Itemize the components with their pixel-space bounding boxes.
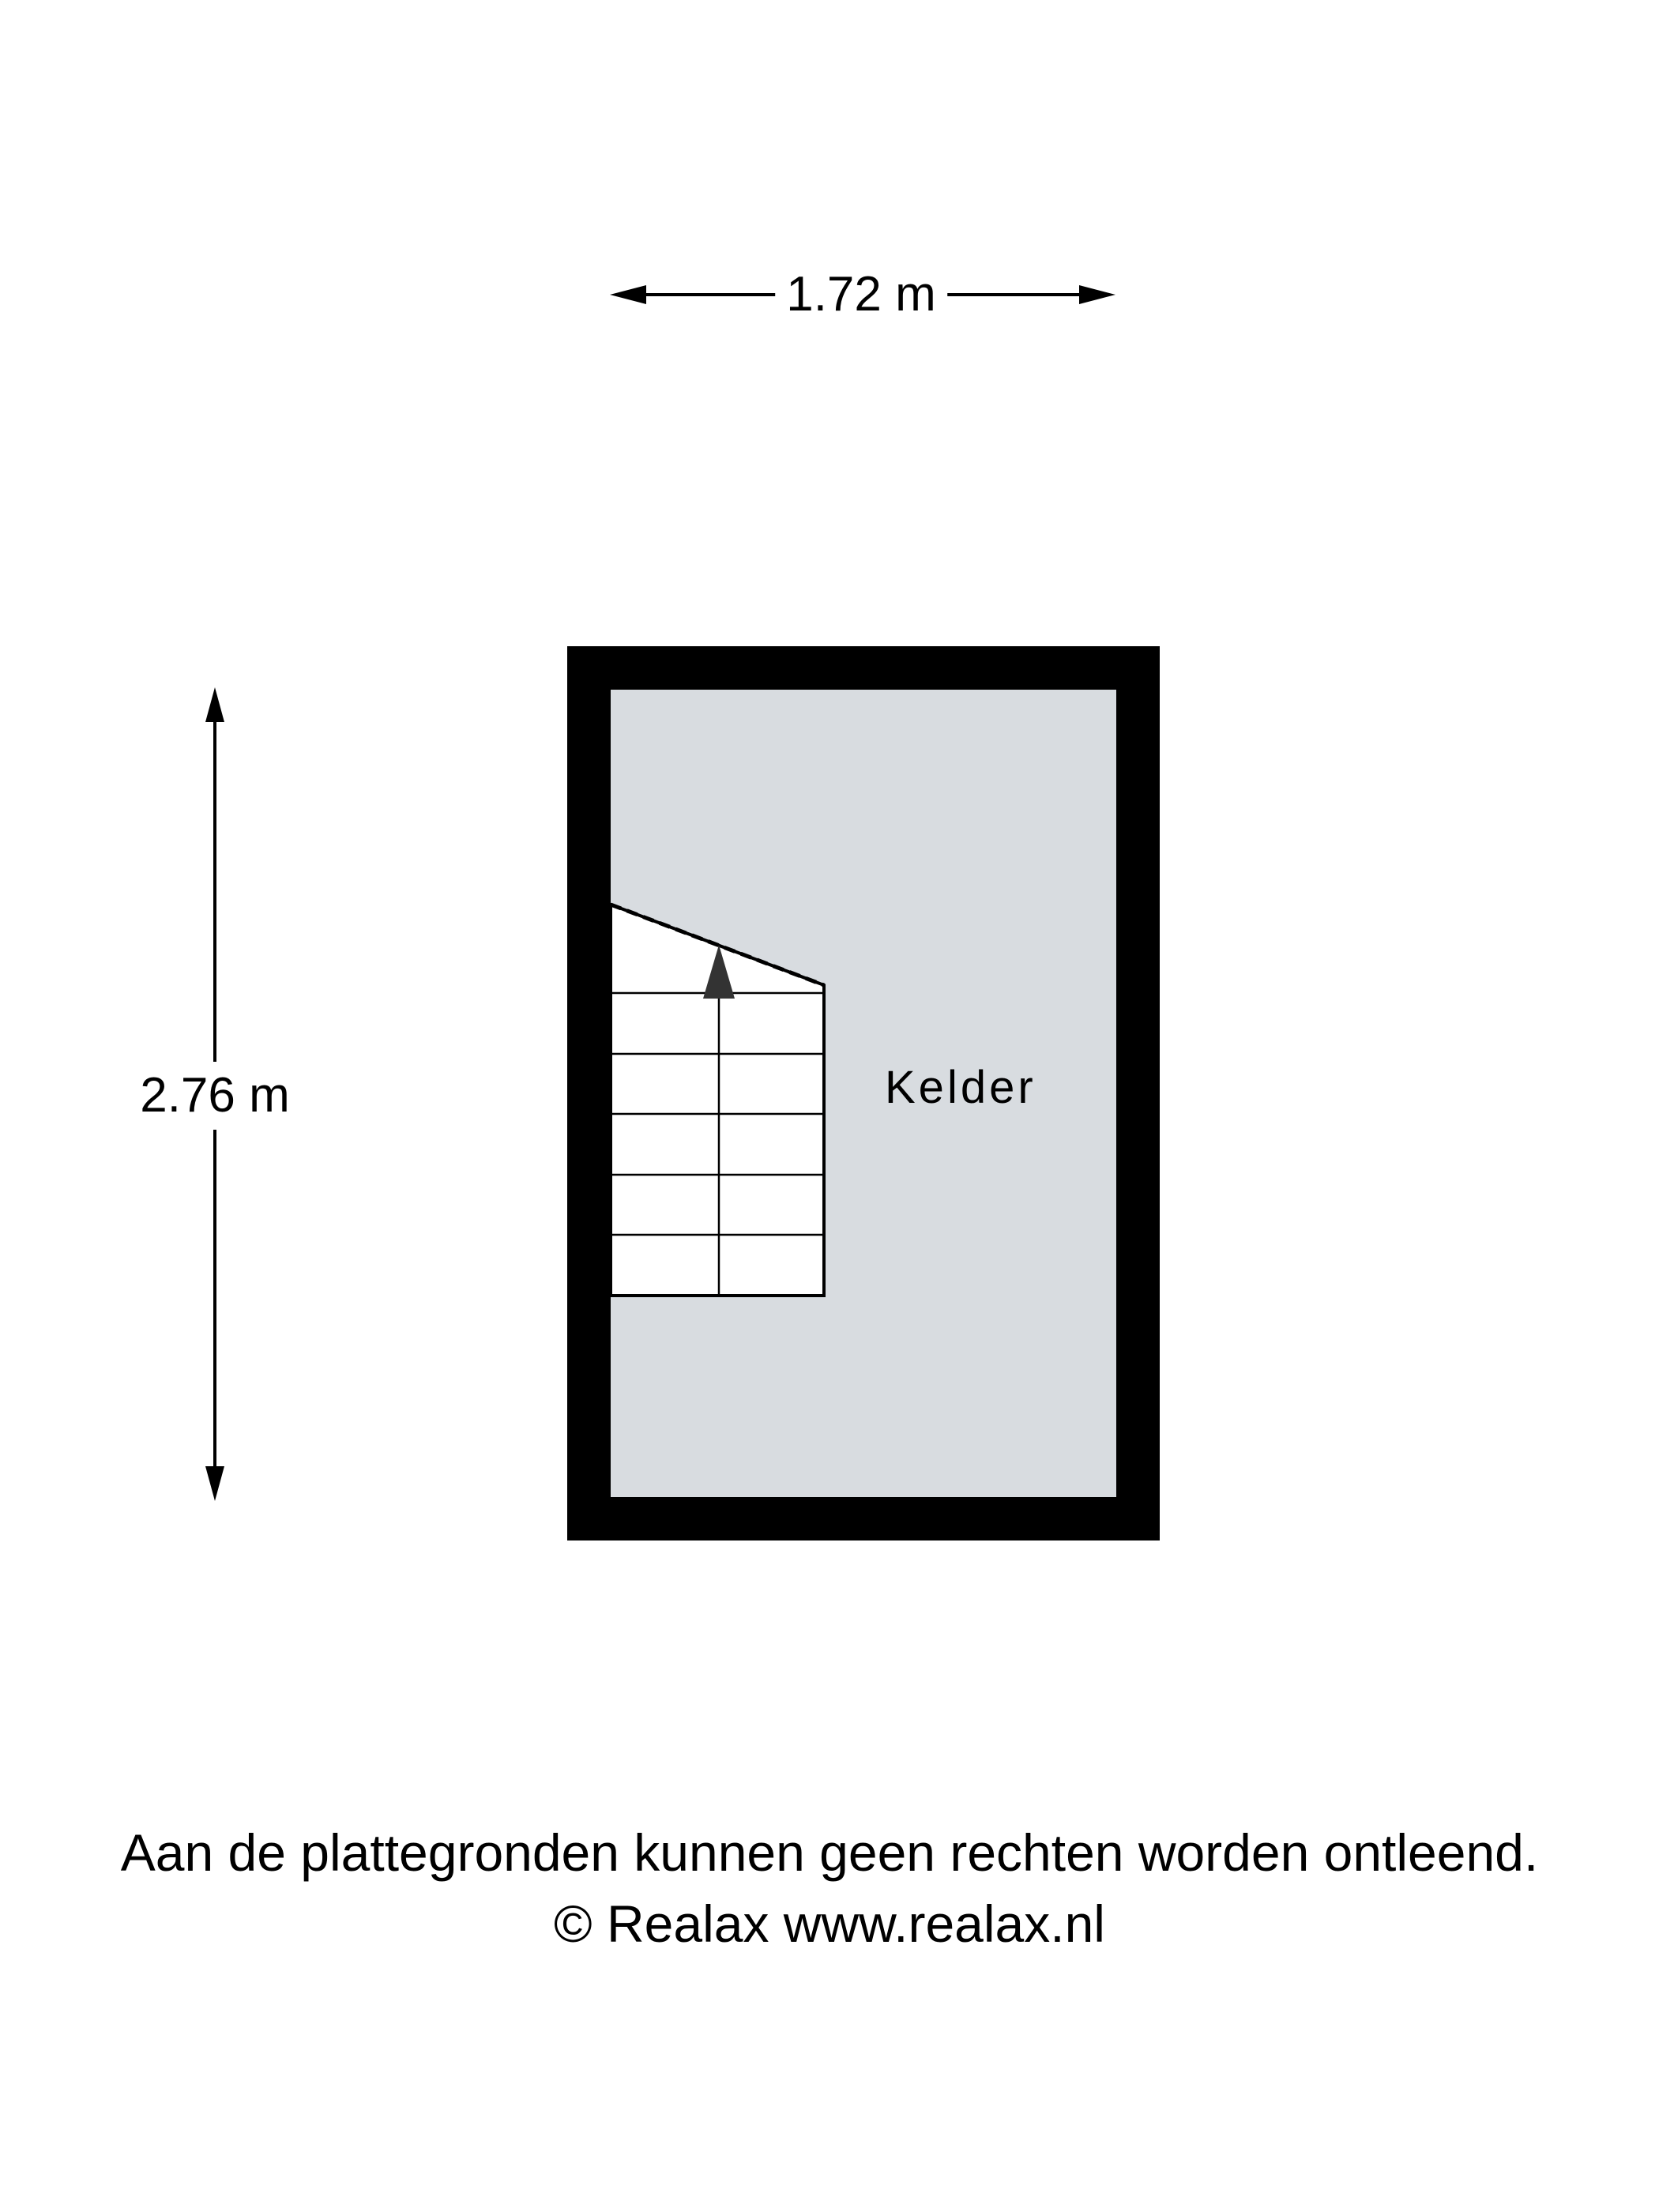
room-label: Kelder (885, 1062, 1036, 1113)
copyright-text: © Realax www.realax.nl (554, 1894, 1105, 1953)
footer (0, 1817, 1659, 1959)
dimension-arrow-up-icon (205, 687, 224, 722)
dimension-arrow-down-icon (205, 1466, 224, 1501)
disclaimer-text: Aan de plattegronden kunnen geen rechten worden ontleend. (120, 1823, 1539, 1882)
height-dimension-label: 2.76 m (140, 1062, 290, 1130)
width-dimension-label: 1.72 m (775, 270, 947, 319)
dimension-arrow-left-icon (610, 285, 646, 304)
dimension-arrow-right-icon (1079, 285, 1115, 304)
